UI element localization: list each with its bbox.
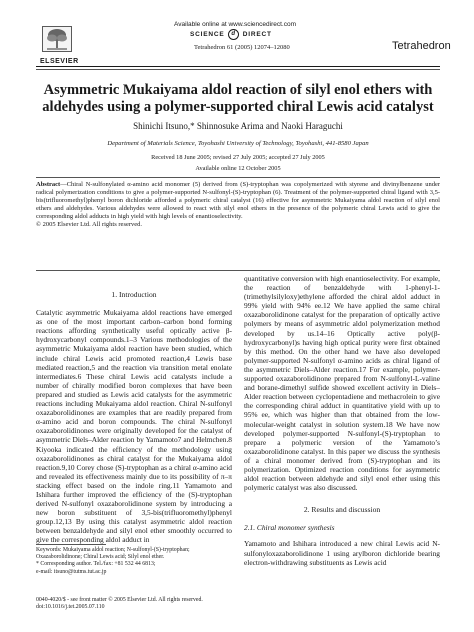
sciencedirect-left: SCIENCE bbox=[190, 31, 225, 39]
section-heading-introduction: 1. Introduction bbox=[111, 290, 157, 299]
header-rule bbox=[36, 66, 440, 67]
corresponding-author: * Corresponding author. Tel./fax: +81 532 44 6813; bbox=[36, 561, 156, 568]
copyright: © 2005 Elsevier Ltd. All rights reserved. bbox=[36, 221, 143, 229]
abstract-text: —Chiral N-sulfonylated α-amino acid monomer (5) derived from (S)-tryptophan was copolymerized with styrene and divinylbenzene under radical polymerization conditions to give a polymer-supported N-sulfonyl-(S)-tryptophan (6). Treatment of the polymer-supported chiral ligand with 3,5-bis(trifluoromethyl)phenyl boron dichloride afforded a polymeric chiral catalyst (16) effective for asymmetric Mukaiyama aldol reaction of silyl enol ethers and aldehydes. Various aldehydes were allowed to react with silyl enol ethers in the presence of the polymeric chiral Lewis acid to give the corresponding aldol adducts in high yield with high levels of enantioselectivity. bbox=[36, 181, 440, 221]
abstract-top-rule bbox=[36, 177, 440, 178]
keywords: Keywords: Mukaiyama aldol reaction; N-sulfonyl-(S)-tryptophan; Oxazaborolidinone; Chiral Lewis acid; Silyl enol ether. bbox=[36, 547, 190, 561]
article-title: Asymmetric Mukaiyama aldol reaction of silyl enol ethers with aldehydes using a polymer-supported chiral Lewis acid catalyst bbox=[42, 82, 434, 115]
abstract-bottom-rule bbox=[36, 270, 440, 271]
availability-line: Available online at www.sciencedirect.com bbox=[174, 21, 296, 28]
page-header bbox=[0, 0, 474, 72]
issn-line: 0040-4020/$ - see front matter © 2005 Elsevier Ltd. All rights reserved. bbox=[36, 597, 203, 603]
section-heading-results: 2. Results and discussion bbox=[303, 505, 381, 515]
footnote-rule bbox=[36, 544, 106, 545]
author-list: Shinichi Itsuno,* Shinnosuke Arima and Naoki Haraguchi bbox=[133, 121, 343, 131]
abstract-label: Abstract bbox=[36, 181, 61, 188]
journal-citation: Tetrahedron 61 (2005) 12074–12080 bbox=[194, 44, 290, 51]
elsevier-tree-logo bbox=[42, 26, 72, 52]
affiliation: Department of Materials Science, Toyohashi University of Technology, Toyohashi, 441-8580 Japan bbox=[107, 140, 369, 147]
sciencedirect-logo bbox=[190, 29, 272, 40]
email-address: e-mail: itsuno@tutms.tut.ac.jp bbox=[36, 568, 107, 575]
journal-name: Tetrahedron bbox=[392, 40, 451, 52]
sciencedirect-mark: d bbox=[228, 29, 239, 40]
introduction-paragraph-continued: quantitative conversion with high enantioselectivity. For example, the reaction of benzaldehyde with 1-phenyl-1-(trimethylsilyloxy)ethylene afforded the chiral aldol adduct in 99% yield with 94% ee.12 We have applied the same chiral oxazaborolidinone catalyst for the preparation of optically active polymers by means of asymmetric aldol polymerization method developed by us.14–16 Optically active poly(β-hydroxycarbonyl)s having high optical purity were first obtained by this method. On the other hand we have also developed polymer-supported N-sulfonyl α-amino acids as chiral ligand of the asymmetric Diels–Alder reaction.17 For example, polymer-supported oxazaborolidinone prepared from N-sulfonyl-L-valine and borane-dimethyl sulfide showed excellent activity in Diels–Alder reaction between cyclopentadiene and methacrolein to give the corresponding chiral adduct in quantitative yield with up to 95% ee, which was higher than that obtained from the low-molecular-weight catalyst in solution system.18 We have now developed polymer-supported N-sulfonyl-(S)-tryptophan to prepare a polymeric version of the Yamamoto’s oxazaborolidinone catalyst. In this paper we discuss the synthesis of a chiral monomer derived from (S)-tryptophan and its polymerization. Optimized reaction conditions for asymmetric aldol reaction between aldehyde and silyl enol ether using this polymeric catalyst was also discussed. bbox=[244, 274, 440, 493]
page-footer bbox=[36, 597, 276, 611]
results-paragraph: Yamamoto and Ishihara introduced a new chiral Lewis acid N-sulfonyloxazaborolidinone 1 using arylboron dichloride bearing electron-withdrawing substituents as Lewis acid bbox=[244, 539, 440, 567]
footnotes bbox=[36, 547, 232, 576]
received-dates: Received 18 June 2005; revised 27 July 2005; accepted 27 July 2005 bbox=[151, 154, 325, 161]
introduction-paragraph: Catalytic asymmetric Mukaiyama aldol reactions have emerged as one of the most important carbon–carbon bond forming reactions affording synthetically useful optically active β-hydroxycarbonyl compounds.1–3 Various methodologies of the asymmetric Mukaiyama aldol reaction have been studied, which include chiral Lewis acid promoted reaction,4 Lewis base mediated reaction,5 and the reaction via transition metal enolate intermediates.6 These chiral Lewis acid catalysts include a number of chirally modified boron complexes that have been prepared and studied as Lewis acid catalysts for the asymmetric reactions including Mukaiyama aldol reaction. Chiral N-sulfonyl oxazaborolidinones are examples that are readily prepared from α-amino acid and boron compounds. The chiral N-sulfonyl oxazaborolidinones were originally developed for the catalyst of asymmetric Diels–Alder reaction by Yamamoto7 and Helmchen.8 Kiyooka indicated the efficiency of the methodology using oxazaborolidinones as chiral catalyst for the Mukaiyama aldol reaction.9,10 Corey chose (S)-tryptophan as a chiral α-amino acid and revealed its effectiveness mainly due to its possibility of π–π stacking effect based on the indole ring.11 Yamamoto and Ishihara further improved the efficiency of the (S)-tryptophan derived N-sulfonyl oxazaborolidinone system by introducing a new boron substituent of 3,5-bis(trifluoromethyl)phenyl group.12,13 By using this catalyst asymmetric aldol reaction between benzaldehyde and silyl enol ether smoothly occurred to give the corresponding aldol adduct in bbox=[36, 308, 232, 545]
abstract bbox=[36, 181, 440, 230]
doi-line: doi:10.1016/j.tet.2005.07.110 bbox=[36, 604, 105, 611]
publisher-logo-text: ELSEVIER bbox=[40, 58, 79, 65]
sciencedirect-right: DIRECT bbox=[242, 31, 272, 39]
online-date: Available online 12 October 2005 bbox=[195, 165, 281, 172]
right-column bbox=[244, 274, 440, 567]
subsection-heading: 2.1. Chiral monomer synthesis bbox=[244, 523, 335, 533]
header-rule-thin bbox=[36, 69, 440, 70]
left-column bbox=[36, 290, 232, 545]
